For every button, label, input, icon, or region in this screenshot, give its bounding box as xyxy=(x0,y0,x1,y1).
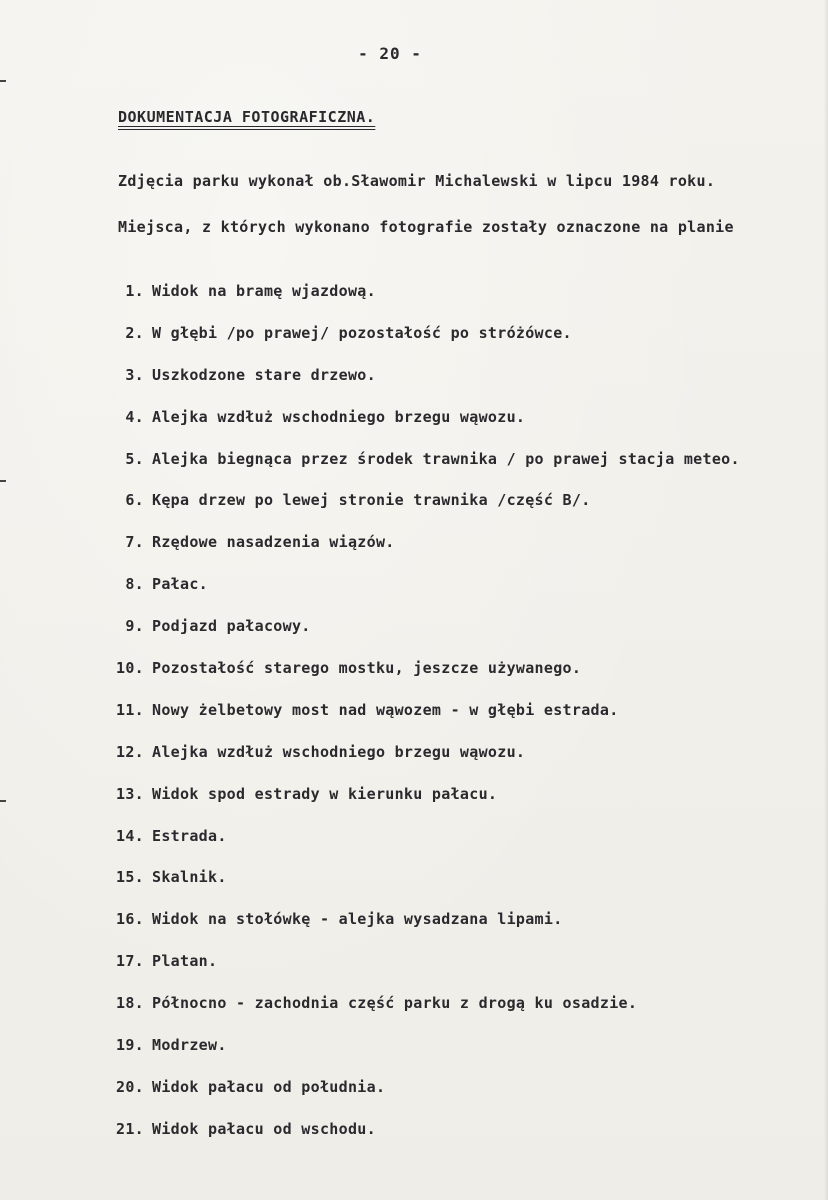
photo-item-number: 12. xyxy=(116,742,144,761)
photo-item-text: Rzędowe nasadzenia wiązów. xyxy=(152,533,395,552)
photo-item-number: 5. xyxy=(125,449,144,468)
photo-list-item xyxy=(96,994,740,1036)
photo-item-number: 8. xyxy=(125,575,144,594)
photo-item-text: Podjazd pałacowy. xyxy=(152,617,311,636)
photo-item-number: 9. xyxy=(125,617,144,636)
photo-item-text: Nowy żelbetowy most nad wąwozem - w głębi estrada. xyxy=(152,700,619,719)
photo-list-item xyxy=(96,701,740,743)
photo-item-number: 10. xyxy=(116,659,144,678)
photo-item-number: 2. xyxy=(125,323,144,342)
photo-list-item xyxy=(96,324,740,366)
photo-item-text: Widok na stołówkę - alejka wysadzana lipami. xyxy=(152,910,563,929)
photo-list-item xyxy=(96,450,740,492)
photo-list-item xyxy=(96,617,740,659)
photo-item-text: Kępa drzew po lewej stronie trawnika /część B/. xyxy=(152,491,591,510)
photo-item-number: 16. xyxy=(116,910,144,929)
photo-list xyxy=(96,282,740,1162)
photo-list-item xyxy=(96,1036,740,1078)
photo-item-number: 19. xyxy=(116,1036,144,1055)
photo-list-item xyxy=(96,827,740,869)
photo-item-text: Pozostałość starego mostku, jeszcze używanego. xyxy=(152,659,582,678)
photo-item-text: Alejka biegnąca przez środek trawnika / po prawej stacja meteo. xyxy=(152,449,740,468)
photo-item-text: Widok na bramę wjazdową. xyxy=(152,282,376,300)
photo-list-item xyxy=(96,1078,740,1120)
section-heading: DOKUMENTACJA FOTOGRAFICZNA. xyxy=(118,108,376,126)
photo-item-text: Północno - zachodnia część parku z drogą ku osadzie. xyxy=(152,994,638,1013)
margin-mark xyxy=(0,480,6,482)
photo-list-item xyxy=(96,910,740,952)
photo-item-text: Widok spod estrady w kierunku pałacu. xyxy=(152,784,498,803)
photo-list-item xyxy=(96,491,740,533)
photo-item-number: 20. xyxy=(116,1077,144,1096)
photo-list-item xyxy=(96,533,740,575)
photo-item-text: Uszkodzone stare drzewo. xyxy=(152,365,376,384)
margin-mark xyxy=(0,800,6,802)
photo-item-number: 18. xyxy=(116,994,144,1013)
photo-item-number: 6. xyxy=(125,491,144,510)
page-edge-shadow xyxy=(824,0,828,1200)
photo-item-number: 4. xyxy=(125,407,144,426)
photo-list-item xyxy=(96,575,740,617)
photo-list-item xyxy=(96,952,740,994)
photo-list-item xyxy=(96,366,740,408)
intro-line-2: Miejsca, z których wykonano fotografie zostały oznaczone na planie xyxy=(118,218,734,236)
photo-item-number: 3. xyxy=(125,365,144,384)
photo-item-text: Estrada. xyxy=(152,826,227,845)
photo-list-item xyxy=(96,282,740,324)
photo-list-item xyxy=(96,1120,740,1162)
photo-list-item xyxy=(96,868,740,910)
photo-item-text: Alejka wzdłuż wschodniego brzegu wąwozu. xyxy=(152,742,526,761)
photo-item-text: Pałac. xyxy=(152,575,208,594)
photo-item-number: 11. xyxy=(116,700,144,719)
photo-list-item xyxy=(96,785,740,827)
intro-line-1: Zdjęcia parku wykonał ob.Sławomir Michalewski w lipcu 1984 roku. xyxy=(118,172,716,190)
photo-item-text: Widok pałacu od wschodu. xyxy=(152,1119,376,1138)
margin-mark xyxy=(0,80,6,82)
photo-list-item xyxy=(96,743,740,785)
photo-item-text: Widok pałacu od południa. xyxy=(152,1077,386,1096)
photo-item-number: 14. xyxy=(116,826,144,845)
photo-item-number: 21. xyxy=(116,1119,144,1138)
photo-item-number: 13. xyxy=(116,784,144,803)
photo-list-item xyxy=(96,659,740,701)
photo-item-text: Platan. xyxy=(152,952,218,971)
photo-item-text: Alejka wzdłuż wschodniego brzegu wąwozu. xyxy=(152,407,526,426)
photo-item-number: 1. xyxy=(125,282,144,300)
photo-item-number: 15. xyxy=(116,868,144,887)
photo-list-item xyxy=(96,408,740,450)
photo-item-number: 7. xyxy=(125,533,144,552)
photo-item-number: 17. xyxy=(116,952,144,971)
page-number: - 20 - xyxy=(358,44,422,63)
photo-item-text: Modrzew. xyxy=(152,1036,227,1055)
photo-item-text: W głębi /po prawej/ pozostałość po stróżówce. xyxy=(152,323,572,342)
photo-item-text: Skalnik. xyxy=(152,868,227,887)
